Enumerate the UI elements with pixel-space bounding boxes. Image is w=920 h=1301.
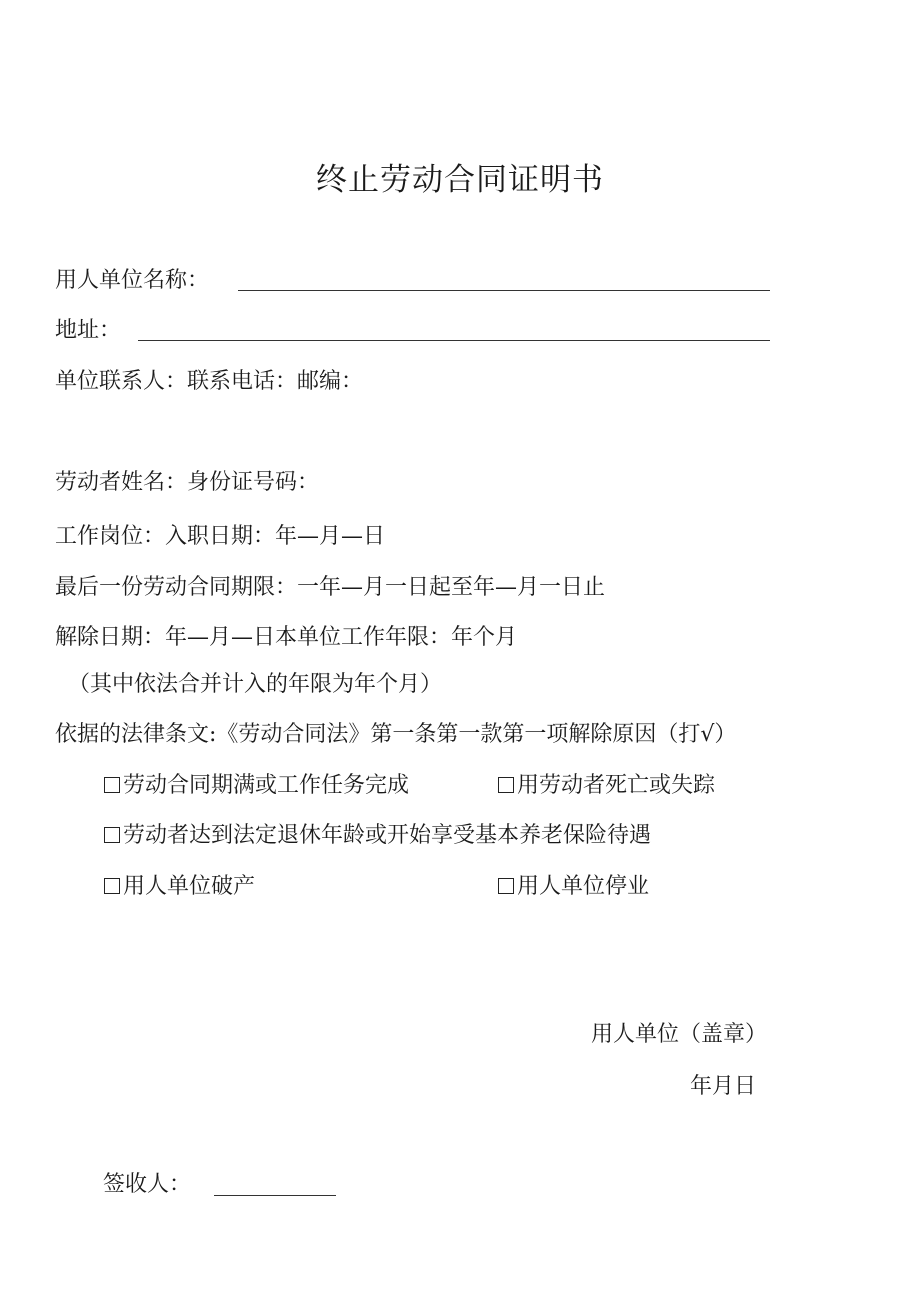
address-field[interactable] — [138, 340, 770, 341]
employer-seal-label: 用人单位（盖章） — [591, 1022, 768, 1047]
checkbox-icon[interactable] — [498, 878, 514, 894]
receiver-label: 签收人： — [103, 1172, 192, 1197]
reason-retirement[interactable] — [104, 821, 651, 851]
reason-label: 劳动合同期满或工作任务完成 — [123, 773, 410, 798]
termination-date-line: 解除日期：年—月—日本单位工作年限：年个月 — [55, 625, 518, 650]
reason-label: 用人单位停业 — [517, 874, 650, 899]
employer-name-field[interactable] — [238, 290, 770, 291]
address-label: 地址： — [55, 318, 122, 343]
reason-business-closure[interactable] — [498, 872, 649, 902]
merged-years-line: （其中依法合并计入的年限为年个月） — [68, 672, 443, 697]
document-title: 终止劳动合同证明书 — [316, 162, 604, 198]
checkbox-icon[interactable] — [104, 827, 120, 843]
checkbox-icon[interactable] — [104, 878, 120, 894]
reason-label: 劳动者达到法定退休年龄或开始享受基本养老保险待遇 — [123, 823, 652, 848]
reason-bankruptcy[interactable] — [104, 872, 255, 902]
contract-term-line: 最后一份劳动合同期限：一年—月一日起至年—月一日止 — [55, 575, 606, 600]
reason-contract-expired[interactable] — [104, 771, 409, 801]
reason-worker-death[interactable] — [498, 771, 715, 801]
employer-name-label: 用人单位名称： — [55, 268, 210, 293]
worker-name-line: 劳动者姓名：身份证号码： — [55, 470, 320, 495]
worker-position-line: 工作岗位：入职日期：年—月—日 — [55, 524, 386, 549]
reason-label: 用人单位破产 — [123, 874, 256, 899]
employer-contact-line: 单位联系人：联系电话：邮编： — [55, 369, 364, 394]
signature-date: 年月日 — [690, 1074, 757, 1099]
checkbox-icon[interactable] — [498, 777, 514, 793]
reason-label: 用劳动者死亡或失踪 — [517, 773, 716, 798]
checkbox-icon[interactable] — [104, 777, 120, 793]
legal-basis-line: 依据的法律条文:《劳动合同法》第一条第一款第一项解除原因（打√） — [55, 722, 737, 747]
receiver-signature-field[interactable] — [214, 1195, 336, 1196]
